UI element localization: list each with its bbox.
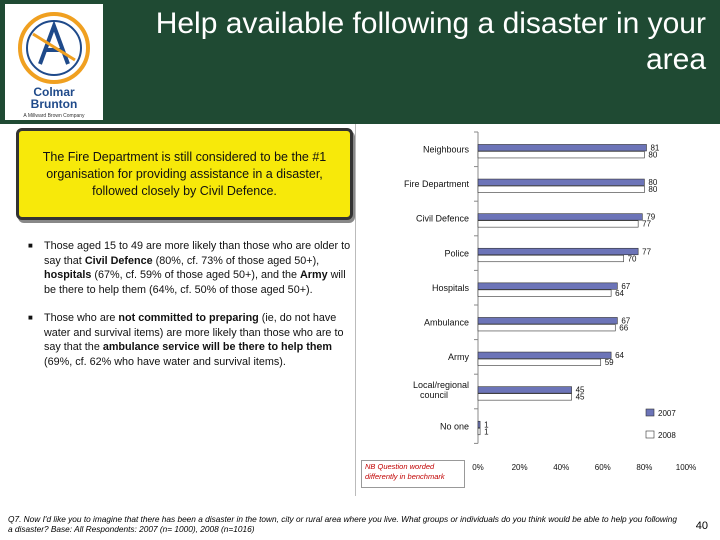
legend-label: 2008	[658, 431, 676, 440]
data-label: 45	[575, 392, 585, 402]
data-label: 64	[615, 288, 625, 298]
data-label: 80	[648, 185, 658, 195]
page-number: 40	[695, 520, 708, 532]
bar-2007	[478, 387, 572, 394]
x-tick-label: 80%	[636, 463, 653, 472]
bullet-text: will be there to help them (64%, cf. 50% of those aged 50+).	[44, 269, 346, 296]
data-label: 80	[648, 150, 658, 160]
category-label: Local/regional council	[412, 379, 469, 400]
x-tick-label: 20%	[511, 463, 528, 472]
bar-2007	[478, 421, 480, 428]
data-label: 77	[642, 247, 652, 257]
bar-2008	[478, 324, 615, 331]
bullet-item	[28, 311, 356, 369]
data-label: 67	[621, 316, 631, 326]
bullet-emphasis: Civil Defence	[84, 254, 153, 267]
x-tick-label: 40%	[553, 463, 570, 472]
bullet-emphasis: hospitals	[44, 269, 92, 281]
bar-2008	[478, 151, 644, 158]
data-label: 67	[621, 281, 631, 291]
category-label: Neighbours	[422, 144, 469, 155]
bar-2007	[478, 283, 617, 290]
bar-2008	[478, 221, 638, 228]
callout-text: The Fire Department is still considered to be the #1 organisation for providing assistance in a disaster, followed closely by Civil Defence.	[42, 149, 327, 198]
bar-2008	[478, 186, 644, 193]
bullet-text: Those who are	[44, 312, 119, 324]
findings-bullets	[28, 239, 356, 383]
bullet-emphasis: Army	[300, 269, 328, 281]
bar-2008	[478, 255, 624, 261]
legend-swatch	[646, 431, 654, 438]
logo-text: Colmar	[33, 85, 75, 99]
data-label: 80	[648, 178, 658, 188]
data-label: 64	[615, 351, 625, 361]
x-tick-label: 60%	[594, 463, 611, 472]
bullet-text: Those aged 15 to 49 are more likely than those who are older to say that	[44, 240, 351, 267]
bar-2007	[478, 179, 644, 186]
bullet-emphasis: not committed to preparing	[118, 312, 259, 324]
bullet-text: (ie, do not have water and survival items) are more likely than those who are to say that the	[44, 312, 344, 353]
bullet-text: (69%, cf. 62% who have water and survival items).	[44, 355, 286, 368]
category-label: Police	[444, 248, 469, 259]
category-label: Fire Department	[403, 179, 469, 190]
legend-label: 2007	[658, 409, 676, 418]
category-label: Civil Defence	[415, 213, 469, 224]
logo-graphic	[5, 4, 103, 120]
key-finding-callout	[16, 128, 353, 220]
legend-swatch	[646, 409, 654, 416]
category-label: Hospitals	[431, 282, 469, 293]
data-label: 79	[646, 212, 656, 222]
data-label: 59	[604, 358, 614, 368]
data-label: 70	[627, 254, 637, 264]
data-label: 81	[650, 143, 660, 153]
bar-2007	[478, 214, 642, 221]
bullet-emphasis: ambulance service will be there to help them	[102, 341, 333, 353]
x-tick-label: 0%	[472, 463, 484, 472]
logo-subtext: A Millward Brown Company	[23, 113, 85, 119]
question-footnote: Q7. Now I'd like you to imagine that there has been a disaster in the town, city or rural area where you live. What groups or individuals do you think would be able to help you following a disaster? Base: All Respondents: 2007 (n= 1000), 2008 (n=1016)	[8, 514, 677, 534]
bar-2008	[478, 359, 601, 366]
bar-chart	[356, 124, 706, 496]
data-label: 66	[619, 323, 629, 333]
x-tick-label: 100%	[675, 463, 697, 472]
benchmark-note: NB Question worded differently in benchmark	[361, 460, 465, 488]
bar-2007	[478, 352, 611, 359]
bar-2007	[478, 144, 646, 151]
bar-2008	[478, 428, 480, 435]
data-label: 77	[642, 219, 652, 229]
data-label: 1	[484, 427, 489, 437]
slide-title: Help available following a disaster in your area	[155, 7, 706, 76]
bar-2007	[478, 248, 638, 255]
bar-2007	[478, 317, 617, 324]
logo-text-2: Brunton	[30, 97, 78, 111]
category-label: Army	[448, 352, 469, 363]
slide-header	[0, 0, 720, 124]
bar-2008	[478, 290, 611, 297]
bullet-item	[28, 239, 356, 297]
category-label: Ambulance	[423, 317, 469, 328]
category-label: No one	[439, 421, 469, 432]
company-logo	[5, 4, 103, 120]
bullet-text: (80%, cf. 73% of those aged 50+),	[152, 254, 320, 267]
data-label: 45	[575, 385, 585, 395]
bullet-text: (67%, cf. 59% of those aged 50+), and the	[91, 269, 300, 281]
data-label: 1	[484, 420, 489, 430]
bar-2008	[478, 394, 572, 401]
